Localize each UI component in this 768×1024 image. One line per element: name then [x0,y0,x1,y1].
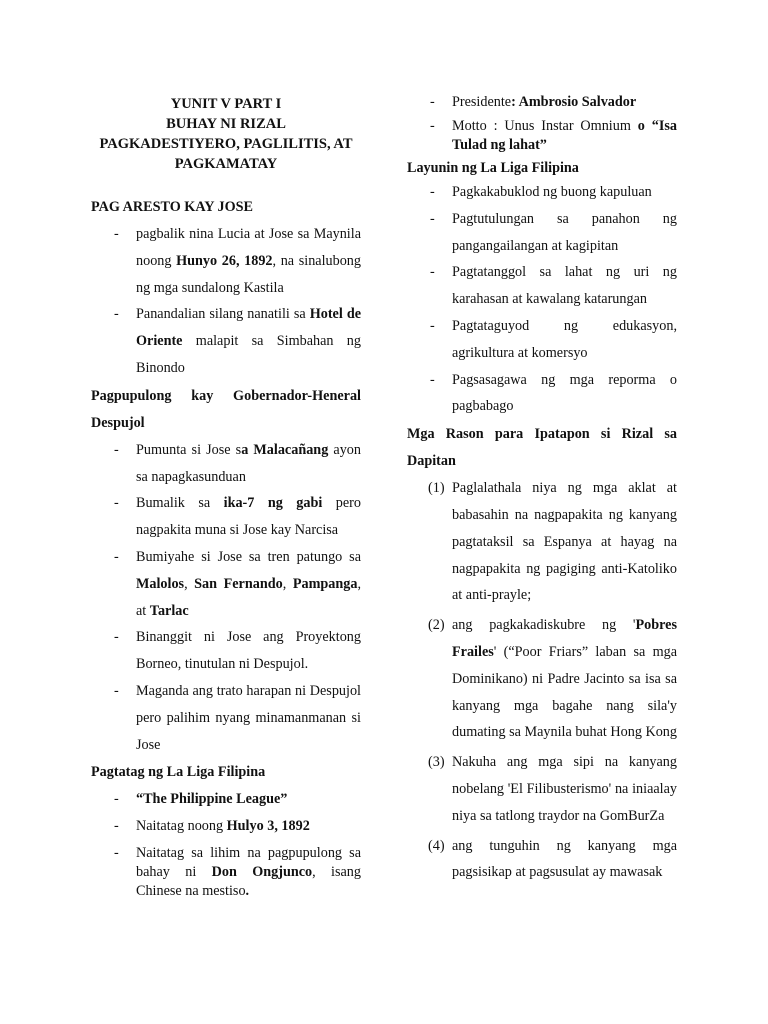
list-item: - Naitatag noong Hulyo 3, 1892 [114,818,310,835]
list-rason [407,475,677,886]
list-liga [91,786,361,840]
list-item: - Pagtutulungan sa panahon ng pangangailangan at kagipitan [430,210,677,254]
title-line-2: BUHAY NI RIZAL [166,116,286,132]
list-item: - Pumunta si Jose sa Malacañang ayon sa napagkasunduan [114,441,361,485]
list-item: - Bumiyahe si Jose sa tren patungo sa Malolos, San Fernando, Pampanga, at Tarlac [114,548,361,619]
title-line-4: PAGKAMATAY [174,156,278,172]
list-item: - Bumalik sa ika-7 ng gabi pero nagpakita muna si Jose kay Narcisa [114,495,361,539]
title-line-1: YUNIT V PART I [170,96,282,112]
list-item: - Pagsasagawa ng mga reporma o pagbabago [430,371,677,415]
heading-arrest: PAG ARESTO KAY JOSE [91,199,254,215]
list-item: - “The Philippine League” [114,791,288,808]
list-item: - pagbalik nina Lucia at Jose sa Maynila noong Hunyo 26, 1892, na sinalubong ng mga sundalong Kastila [114,226,361,296]
right-column [407,93,677,889]
list-item: - Pagtatanggol sa lahat ng uri ng karahasan at kawalang katarungan [430,264,677,308]
list-meeting [91,437,361,759]
heading-rason: Mga Rason para Ipatapon si Rizal sa Dapitan [407,426,677,470]
list-arrest [91,221,361,382]
list-item: - Naitatag sa lihim na pagpupulong sa bahay ni Don Ongjunco, isang Chinese na mestiso. [114,844,361,899]
heading-layunin: Layunin ng La Liga Filipina [407,160,579,176]
list-item: (1) Paglalathala niya ng mga aklat at babasahin na nagpapakita ng kanyang pagtataksil sa Espanya at hayag na nagpapakita ng pagiging anti-Katoliko at anti-prayle; [428,480,677,604]
list-item: (4) ang tunguhin ng kanyang mga pagsisikap at pagsusulat ay mawasak [428,837,677,881]
list-item: - Motto : Unus Instar Omnium o “Isa Tulad ng lahat” [430,118,677,153]
document-title [91,94,361,174]
list-item: - Pagtataguyod ng edukasyon, agrikultura at komersyo [430,317,677,361]
list-item: - Presidente: Ambrosio Salvador [430,94,637,110]
list-item: - Panandalian silang nanatili sa Hotel de Oriente malapit sa Simbahan ng Binondo [114,306,362,376]
list-item: (2) ang pagkakadiskubre ng 'Pobres Frailes' (“Poor Friars” laban sa mga Dominikano) ni Padre Jacinto sa isa sa kanyang mga bagahe nang sila'y dumating sa Maynila buhat Hong Kong [428,617,677,741]
list-liga-cont [91,844,361,901]
left-column [91,94,361,910]
heading-liga: Pagtatag ng La Liga Filipina [91,764,266,781]
title-line-3: PAGKADESTIYERO, PAGLILITIS, AT [99,136,353,152]
heading-meeting: Pagpupulong kay Gobernador-Heneral Despujol [91,387,361,431]
list-liga-right [407,93,677,155]
list-item: - Pagkakabuklod ng buong kapuluan [430,184,652,200]
list-item: - Maganda ang trato harapan ni Despujol pero palihim nyang minamanmanan si Jose [114,682,361,753]
list-item: - Binanggit ni Jose ang Proyektong Borneo, tinutulan ni Despujol. [114,629,361,673]
list-layunin [407,179,677,420]
list-item: (3) Nakuha ang mga sipi na kanyang nobelang 'El Filibusterismo' na iniaalay niya sa tatlong traydor na GomBurZa [428,754,677,824]
